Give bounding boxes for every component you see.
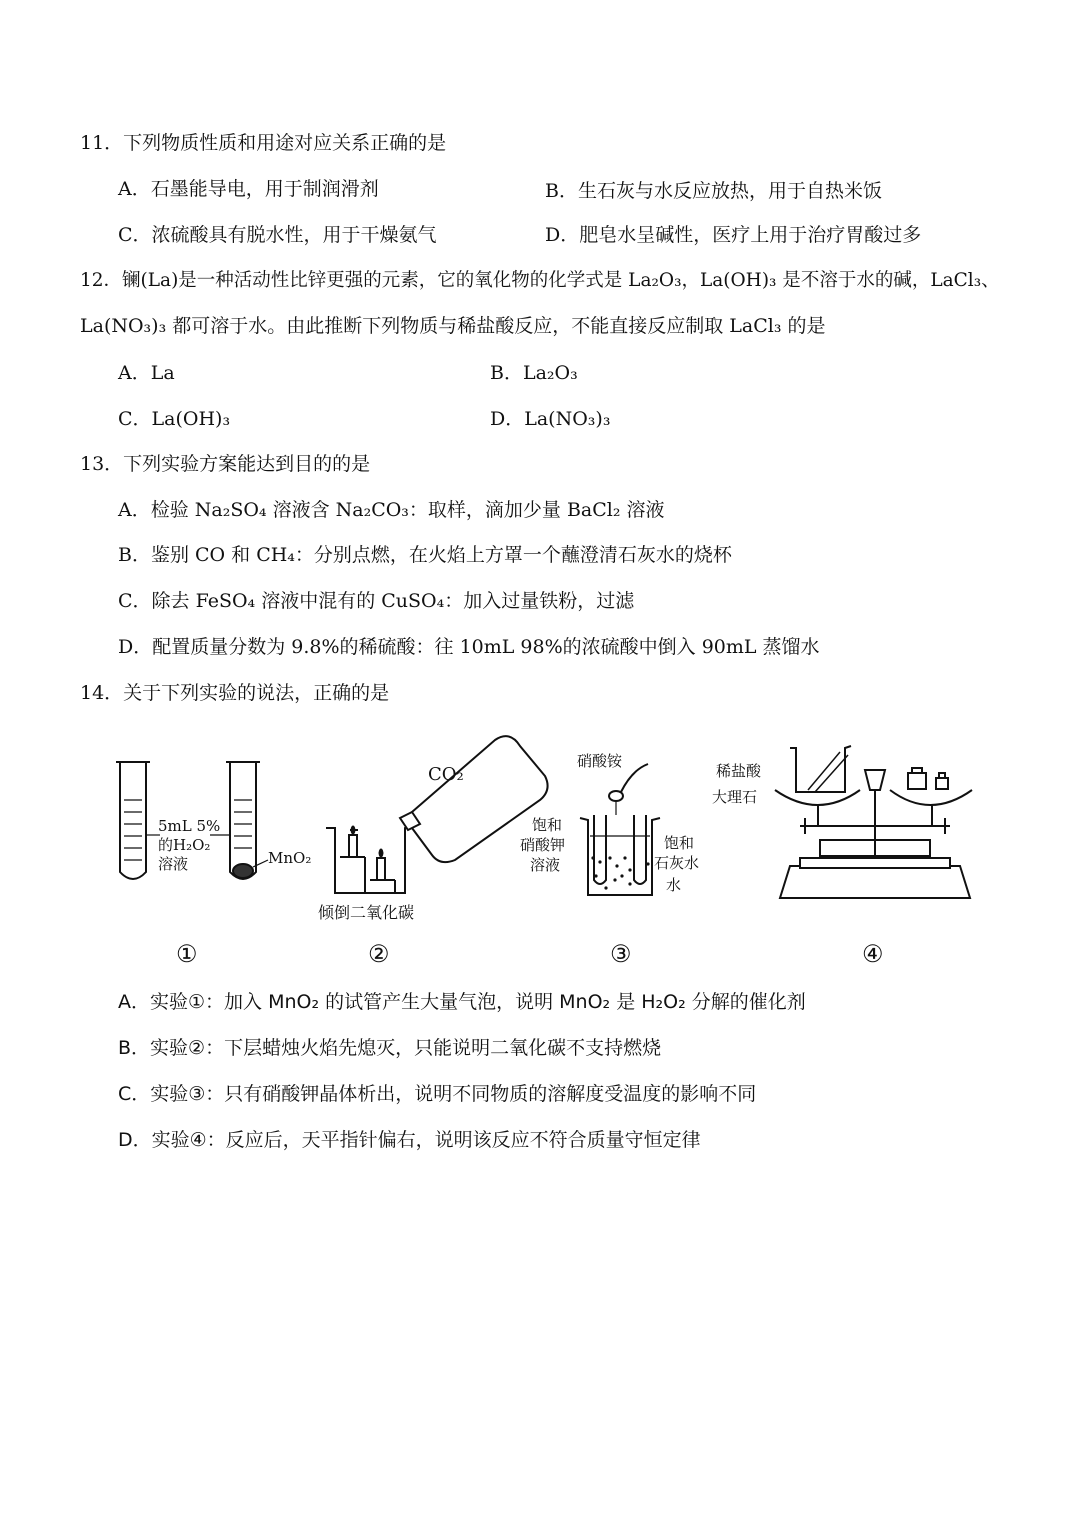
fig3-left-label-1: 饱和 bbox=[532, 816, 563, 834]
q12-option-c: C．La(OH)₃ bbox=[118, 408, 231, 430]
q12-option-d: D．La(NO₃)₃ bbox=[490, 408, 611, 430]
fig3-water-label: 水 bbox=[666, 876, 682, 894]
fig1-label-2: 的H₂O₂ bbox=[158, 836, 211, 854]
fig2-co2-label: CO₂ bbox=[428, 764, 464, 785]
q12-option-b: B．La₂O₃ bbox=[490, 362, 578, 384]
fig1-label-3: 溶液 bbox=[158, 855, 189, 873]
q12-stem-line1: 12．镧(La)是一种活动性比锌更强的元素，它的氧化物的化学式是 La₂O₃，La(OH)₃ 是不溶于水的碱，LaCl₃、 bbox=[80, 270, 1000, 291]
q13-option-c: C．除去 FeSO₄ 溶液中混有的 CuSO₄：加入过量铁粉，过滤 bbox=[118, 590, 635, 612]
q13-option-b: B．鉴别 CO 和 CH₄：分别点燃，在火焰上方罩一个蘸澄清石灰水的烧杯 bbox=[118, 544, 732, 566]
q14-option-c: C．实验③：只有硝酸钾晶体析出，说明不同物质的溶解度受温度的影响不同 bbox=[118, 1083, 757, 1105]
fig4-balance bbox=[775, 746, 972, 898]
q14-option-d: D．实验④：反应后，天平指针偏右，说明该反应不符合质量守恒定律 bbox=[118, 1129, 701, 1151]
fig-number-2: ② bbox=[368, 940, 390, 968]
q14-option-a: A．实验①：加入 MnO₂ 的试管产生大量气泡，说明 MnO₂ 是 H₂O₂ 分解的催化剂 bbox=[118, 991, 806, 1013]
fig3-right-label-2: 石灰水 bbox=[654, 854, 700, 872]
fig-number-3: ③ bbox=[610, 940, 632, 968]
q13-stem: 13．下列实验方案能达到目的的是 bbox=[80, 453, 371, 475]
fig4-acid-label: 稀盐酸 bbox=[716, 762, 762, 780]
fig3-beaker-tubes bbox=[580, 764, 660, 895]
q11-option-a: A．石墨能导电，用于制润滑剂 bbox=[118, 178, 379, 200]
fig3-top-label: 硝酸铵 bbox=[577, 752, 623, 770]
fig2-caption: 倾倒二氧化碳 bbox=[318, 903, 415, 922]
q11-stem: 11．下列物质性质和用途对应关系正确的是 bbox=[80, 132, 447, 154]
q14-figure bbox=[0, 730, 1080, 980]
fig-number-1: ① bbox=[176, 940, 198, 968]
q12-option-a: A．La bbox=[118, 362, 175, 384]
q11-option-b: B．生石灰与水反应放热，用于自热米饭 bbox=[545, 180, 882, 202]
q11-option-d: D．肥皂水呈碱性，医疗上用于治疗胃酸过多 bbox=[545, 224, 922, 246]
q14-stem: 14．关于下列实验的说法，正确的是 bbox=[80, 682, 390, 704]
fig-number-4: ④ bbox=[862, 940, 884, 968]
q14-option-b: B．实验②：下层蜡烛火焰先熄灭，只能说明二氧化碳不支持燃烧 bbox=[118, 1037, 662, 1059]
q12-stem-line2: La(NO₃)₃ 都可溶于水。由此推断下列物质与稀盐酸反应，不能直接反应制取 LaCl₃ 的是 bbox=[80, 315, 826, 337]
fig3-left-label-2: 硝酸钾 bbox=[520, 836, 566, 854]
fig1-label-1: 5mL 5% bbox=[158, 817, 221, 835]
q13-option-d: D．配置质量分数为 9.8%的稀硫酸：往 10mL 98%的浓硫酸中倒入 90mL 蒸馏水 bbox=[118, 636, 820, 658]
fig2-beaker-candles bbox=[326, 736, 548, 893]
fig3-right-label-1: 饱和 bbox=[664, 834, 695, 852]
fig1-mno2-label: MnO₂ bbox=[268, 849, 312, 867]
q11-option-c: C．浓硫酸具有脱水性，用于干燥氨气 bbox=[118, 224, 437, 246]
fig4-marble-label: 大理石 bbox=[712, 788, 758, 806]
q13-option-a: A．检验 Na₂SO₄ 溶液含 Na₂CO₃：取样，滴加少量 BaCl₂ 溶液 bbox=[118, 499, 665, 521]
fig3-left-label-3: 溶液 bbox=[530, 856, 561, 874]
